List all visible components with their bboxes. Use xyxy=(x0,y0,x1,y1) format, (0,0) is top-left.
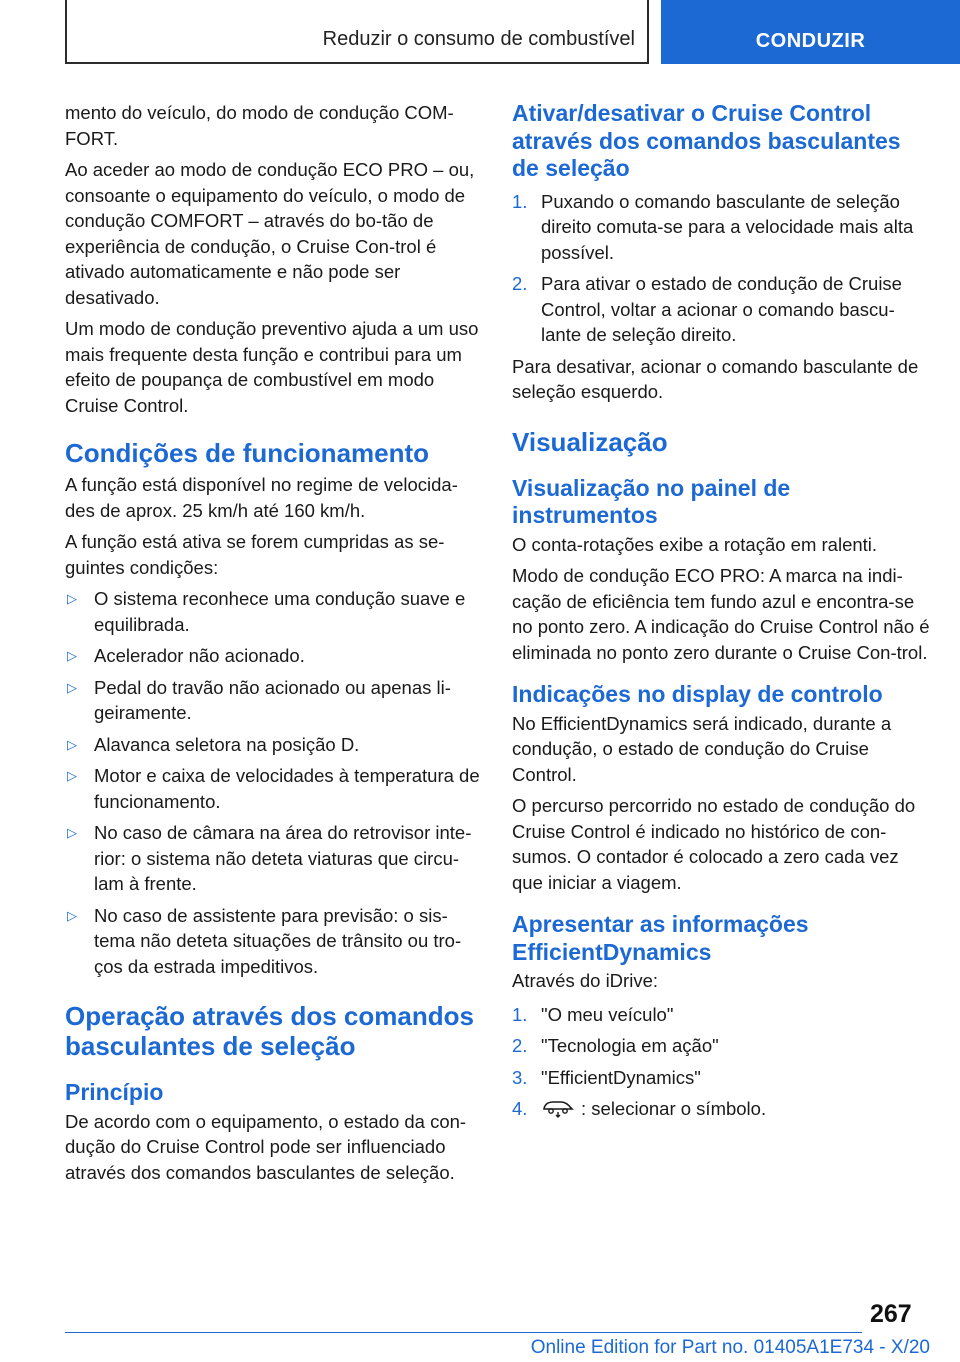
left-column xyxy=(65,100,480,1191)
right-column xyxy=(512,100,930,1131)
triangle-bullet-icon: ▷ xyxy=(67,736,77,752)
step-number: 3. xyxy=(512,1066,528,1088)
paragraph: Para desativar, acionar o comando basculante de seleção esquerdo. xyxy=(512,355,919,402)
list-item: ▷ Motor e caixa de velocidades à temperatura de funcionamento. xyxy=(67,765,480,812)
page-number: 267 xyxy=(870,1300,912,1328)
paragraph: mento do veículo, do modo de condução COM-FORT. xyxy=(65,102,454,149)
list-item: ▷ No caso de assistente para previsão: o sis-tema não deteta situações de trânsito ou tro-ços da estrada impeditivos. xyxy=(67,904,462,977)
idrive-steps xyxy=(512,1002,930,1125)
triangle-bullet-icon: ▷ xyxy=(67,591,77,606)
step-number: 2. xyxy=(512,1035,528,1056)
chapter-label: CONDUZIR xyxy=(755,30,866,52)
conditions-list xyxy=(65,586,480,979)
list-item: 1. "O meu veículo" xyxy=(512,1002,930,1028)
heading-activate: Ativar/desativar o Cruise Control através dos comandos basculantes de seleção xyxy=(512,100,901,181)
step-number: 1. xyxy=(512,190,528,212)
step-number: 4. xyxy=(512,1098,528,1119)
list-item: ▷ Acelerador não acionado. xyxy=(65,643,480,669)
paragraph: Modo de condução ECO PRO: A marca na indi-cação de eficiência tem fundo azul e encontra-se no ponto zero. A indicação do Cruise Control não é eliminada no ponto zero durante o Cruise Con-trol. xyxy=(512,565,930,663)
heading-operation: Operação através dos comandos basculantes de seleção xyxy=(65,1001,474,1061)
paragraph: O percurso percorrido no estado de condução do Cruise Control é indicado no histórico de con-sumos. O contador é colocado a zero cada vez que iniciar a viagem. xyxy=(512,795,916,893)
triangle-bullet-icon: ▷ xyxy=(67,648,77,663)
list-item: 3. "EfficientDynamics" xyxy=(512,1065,930,1091)
paragraph: No EfficientDynamics será indicado, durante a condução, o estado de condução do Cruise Control. xyxy=(512,712,892,785)
triangle-bullet-icon: ▷ xyxy=(67,768,77,783)
list-item: 1. Puxando o comando basculante de seleção direito comuta-se para a velocidade mais alta possível. xyxy=(512,190,914,263)
list-item: 2. Para ativar o estado de condução de Cruise Control, voltar a acionar o comando bascu-lante de seleção direito. xyxy=(512,273,902,345)
list-item: 4. : selecionar o símbolo. xyxy=(512,1096,930,1125)
heading-instrument-panel: Visualização no painel de instrumentos xyxy=(512,474,791,528)
heading-control-display: Indicações no display de controlo xyxy=(512,681,883,707)
heading-principle: Princípio xyxy=(65,1079,164,1105)
paragraph: O conta-rotações exibe a rotação em ralenti. xyxy=(512,533,878,555)
step-number: 1. xyxy=(512,1003,528,1025)
heading-conditions: Condições de funcionamento xyxy=(65,438,430,468)
activate-steps xyxy=(512,189,930,348)
paragraph: De acordo com o equipamento, o estado da con-dução do Cruise Control pode ser influenciado através dos comandos basculantes de seleção. xyxy=(65,1110,467,1183)
heading-display: Visualização xyxy=(512,426,668,457)
heading-show-info: Apresentar as informações EfficientDynamics xyxy=(512,911,809,965)
list-item: ▷ No caso de câmara na área do retrovisor inte-rior: o sistema não deteta viaturas que circu-lam à frente. xyxy=(67,822,472,894)
car-coast-icon xyxy=(541,1098,575,1125)
paragraph: Ao aceder ao modo de condução ECO PRO – ou, consoante o equipamento do veículo, o modo de condução COMFORT – através do bo-tão de experiência de condução, o Cruise Con-trol é ativado automaticamente e não pode ser desativado. xyxy=(65,159,475,308)
triangle-bullet-icon: ▷ xyxy=(67,679,77,695)
section-title: Reduzir o consumo de combustível xyxy=(322,28,635,50)
triangle-bullet-icon: ▷ xyxy=(67,825,77,840)
list-item: 2. "Tecnologia em ação" xyxy=(512,1033,930,1059)
header-section-title xyxy=(65,0,649,64)
paragraph: A função está ativa se forem cumpridas as se-guintes condições: xyxy=(65,531,445,578)
paragraph: Um modo de condução preventivo ajuda a um uso mais frequente desta função e contribui para um efeito de poupança de combustível em modo Cruise Control. xyxy=(65,318,479,416)
list-item: ▷ O sistema reconhece uma condução suave e equilibrada. xyxy=(67,588,466,635)
footer-edition: Online Edition for Part no. 01405A1E734 - X/20 xyxy=(530,1337,930,1358)
triangle-bullet-icon: ▷ xyxy=(67,907,77,923)
step-number: 2. xyxy=(512,273,528,294)
list-item: ▷ Alavanca seletora na posição D. xyxy=(65,732,480,758)
list-item: ▷ Pedal do travão não acionado ou apenas li-geiramente. xyxy=(67,676,451,723)
paragraph: A função está disponível no regime de velocida-des de aprox. 25 km/h até 160 km/h. xyxy=(65,474,458,521)
paragraph: Através do iDrive: xyxy=(512,970,658,991)
header-chapter-tab[interactable] xyxy=(661,0,960,64)
footer-rule xyxy=(65,1332,862,1333)
